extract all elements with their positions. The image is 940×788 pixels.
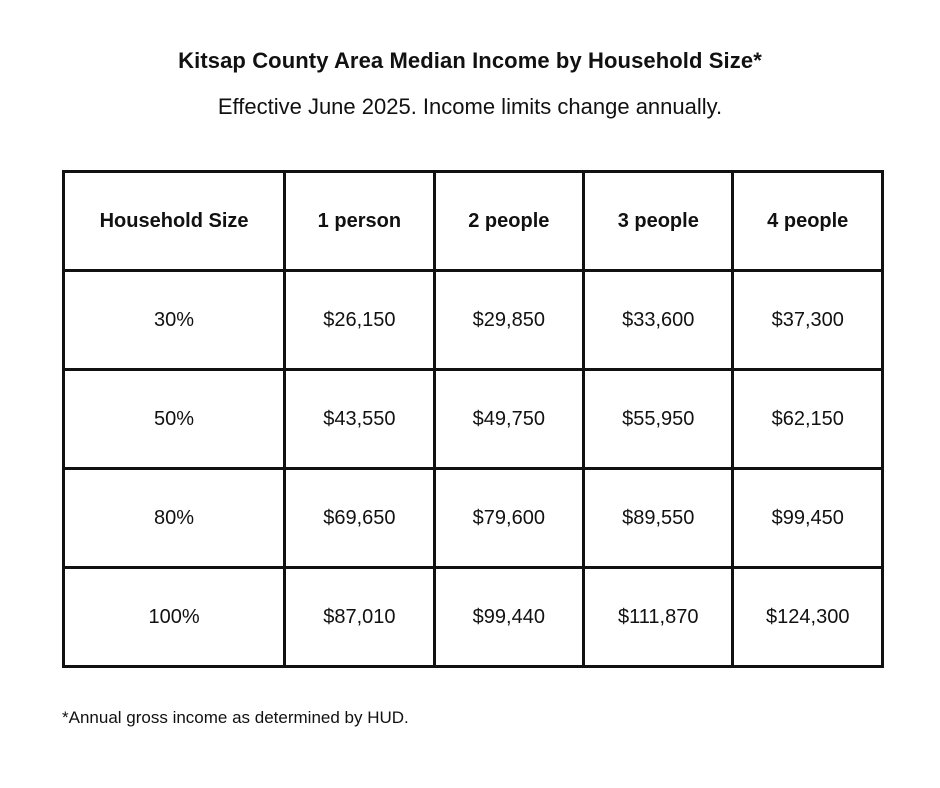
income-table <box>62 170 884 668</box>
header-2-people: 2 people <box>434 172 583 271</box>
table-cell: $33,600 <box>584 271 733 370</box>
table-cell-ami-percent: 50% <box>64 370 285 469</box>
page-title: Kitsap County Area Median Income by Household Size* <box>178 48 762 73</box>
table-cell: $124,300 <box>733 568 883 667</box>
table-cell-ami-percent: 100% <box>64 568 285 667</box>
table-cell: $49,750 <box>434 370 583 469</box>
table-cell: $43,550 <box>285 370 434 469</box>
table-header-row <box>64 172 883 271</box>
header-3-people: 3 people <box>584 172 733 271</box>
footnote: *Annual gross income as determined by HUD. <box>62 708 409 727</box>
table-cell-ami-percent: 30% <box>64 271 285 370</box>
header-4-people: 4 people <box>733 172 883 271</box>
table-cell: $99,440 <box>434 568 583 667</box>
table-row <box>64 469 883 568</box>
table-cell: $87,010 <box>285 568 434 667</box>
table-cell: $69,650 <box>285 469 434 568</box>
table-cell: $37,300 <box>733 271 883 370</box>
table-cell: $111,870 <box>584 568 733 667</box>
table-cell: $26,150 <box>285 271 434 370</box>
table-row <box>64 370 883 469</box>
table-cell: $55,950 <box>584 370 733 469</box>
table-cell: $99,450 <box>733 469 883 568</box>
table-cell: $89,550 <box>584 469 733 568</box>
table-cell: $79,600 <box>434 469 583 568</box>
page-subtitle: Effective June 2025. Income limits change annually. <box>217 94 723 119</box>
table-cell-ami-percent: 80% <box>64 469 285 568</box>
table-cell: $29,850 <box>434 271 583 370</box>
table-row <box>64 568 883 667</box>
header-1-person: 1 person <box>285 172 434 271</box>
header-household-size: Household Size <box>64 172 285 271</box>
table-cell: $62,150 <box>733 370 883 469</box>
table-row <box>64 271 883 370</box>
